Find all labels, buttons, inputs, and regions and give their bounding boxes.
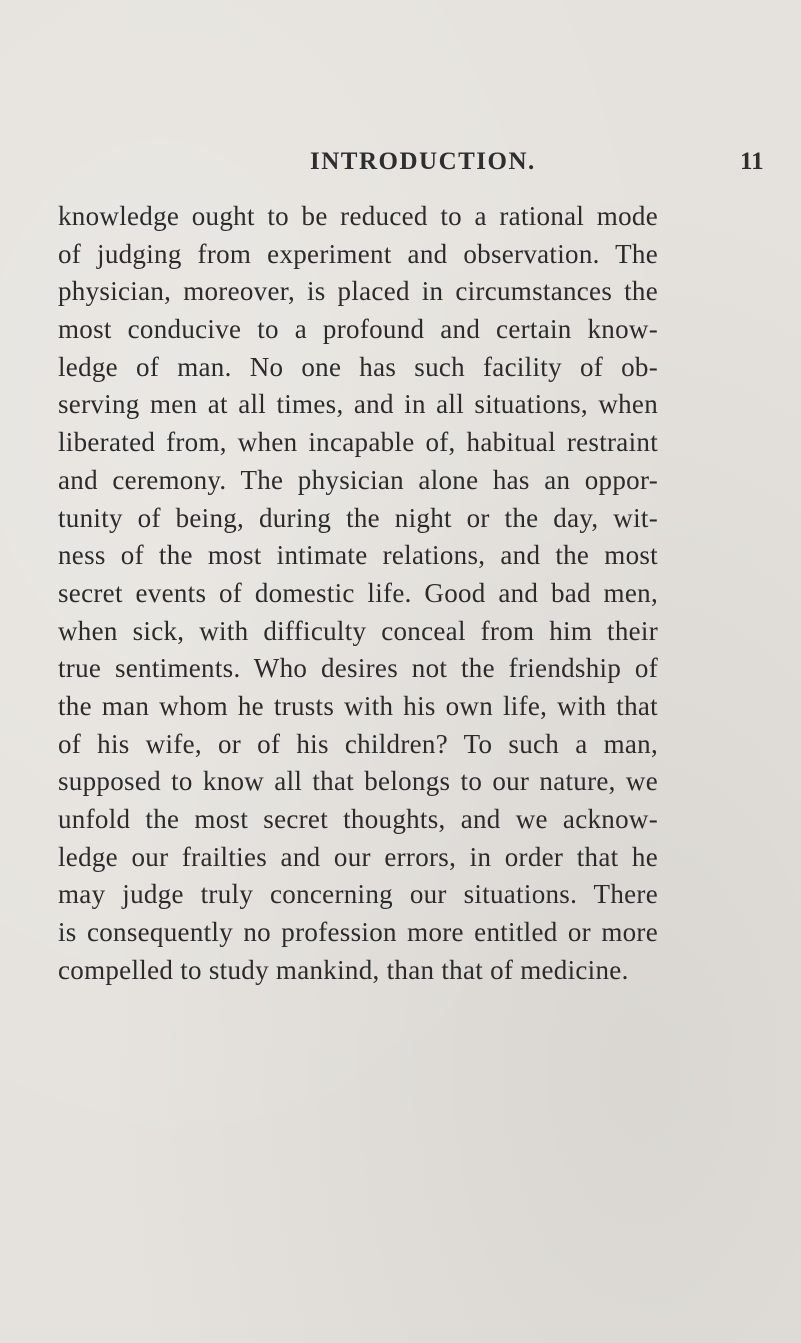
text-line: serving men at all times, and in all situations, when	[58, 389, 658, 420]
page-number: 11	[740, 148, 764, 175]
text-line: may judge truly concerning our situations. There	[58, 879, 658, 910]
text-line: ledge of man. No one has such facility of ob-	[58, 351, 658, 382]
text-line: of judging from experiment and observation. The	[58, 238, 658, 269]
text-line: unfold the most secret thoughts, and we acknow-	[58, 804, 658, 834]
text-line: tunity of being, during the night or the day, wit-	[58, 502, 658, 533]
running-title: INTRODUCTION.	[310, 148, 536, 175]
text-line: physician, moreover, is placed in circumstances the	[58, 276, 658, 307]
text-line: supposed to know all that belongs to our nature, we	[58, 766, 658, 797]
text-line: is consequently no profession more entitled or more	[58, 917, 658, 948]
text-line: and ceremony. The physician alone has an oppor-	[58, 464, 658, 495]
text-line: ledge our frailties and our errors, in order that he	[58, 841, 658, 872]
text-line: true sentiments. Who desires not the friendship of	[58, 653, 658, 684]
text-line: liberated from, when incapable of, habitual restraint	[58, 427, 658, 458]
text-line: secret events of domestic life. Good and bad men,	[58, 577, 658, 608]
text-line: when sick, with difficulty conceal from him their	[58, 615, 658, 646]
text-line: of his wife, or of his children? To such a man,	[58, 728, 658, 759]
text-line: ness of the most intimate relations, and the most	[58, 540, 658, 571]
text-line: compelled to study mankind, than that of medicine.	[58, 954, 629, 985]
running-head	[0, 148, 801, 184]
text-line: knowledge ought to be reduced to a rational mode	[58, 201, 658, 231]
body-text	[58, 198, 658, 989]
text-line: the man whom he trusts with his own life, with that	[58, 690, 658, 721]
text-line: most conducive to a profound and certain know-	[58, 314, 658, 345]
